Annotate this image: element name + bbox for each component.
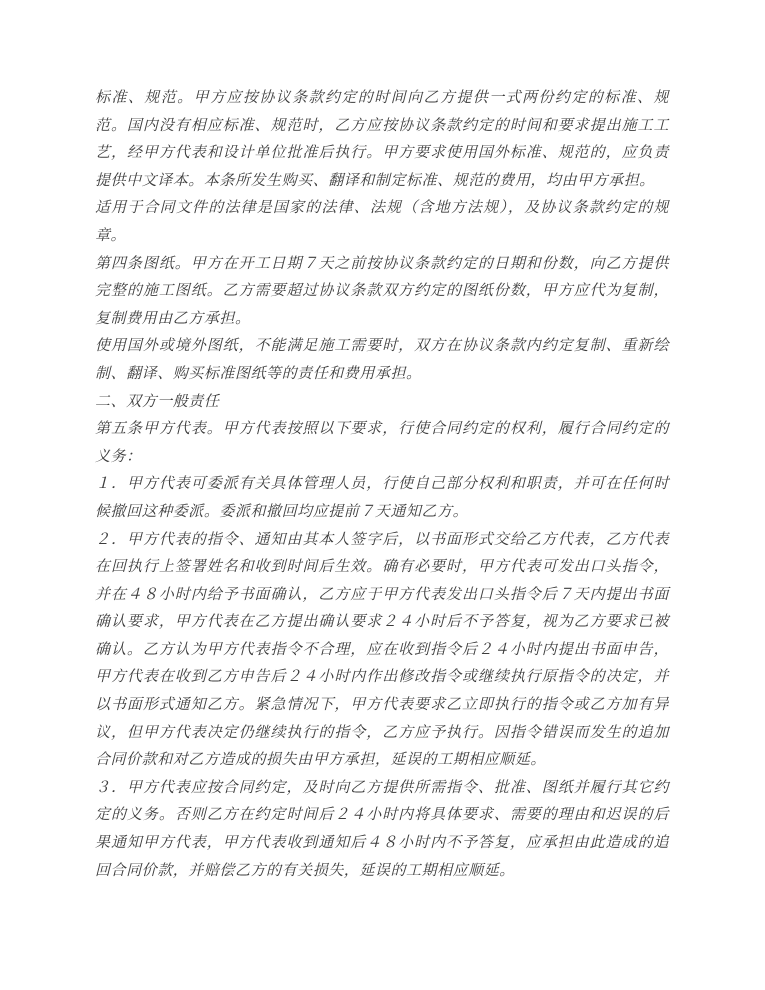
- contract-body-text: [95, 84, 669, 884]
- section-heading-general-responsibilities: 二、双方一般责任: [95, 391, 220, 410]
- list-item-1-delegation: １．甲方代表可委派有关具体管理人员，行使自己部分权利和职责，并可在任何时候撤回这种委派。委派和撤回均应提前７天通知乙方。: [95, 474, 669, 520]
- paragraph-foreign-drawings: 使用国外或境外图纸，不能满足施工需要时，双方在协议条款内约定复制、重新绘制、翻译、购买标准图纸等的责任和费用承担。: [95, 336, 669, 382]
- paragraph-standards-specs: 标准、规范。甲方应按协议条款约定的时间向乙方提供一式两份约定的标准、规范。国内没有相应标准、规范时，乙方应按协议条款约定的时间和要求提出施工工艺，经甲方代表和设计单位批准后执行。甲方要求使用国外标准、规范的，应负责提供中文译本。本条所发生购买、翻译和制定标准、规范的费用，均由甲方承担。: [95, 88, 669, 189]
- paragraph-applicable-law: 适用于合同文件的法律是国家的法律、法规（含地方法规），及协议条款约定的规章。: [95, 198, 669, 244]
- list-item-2-instructions: ２．甲方代表的指令、通知由其本人签字后，以书面形式交给乙方代表，乙方代表在回执行上签署姓名和收到时间后生效。确有必要时，甲方代表可发出口头指令，并在４８小时内给予书面确认，乙方应于甲方代表发出口头指令后７天内提出书面确认要求，甲方代表在乙方提出确认要求２４小时后不予答复，视为乙方要求已被确认。乙方认为甲方代表指令不合理，应在收到指令后２４小时内提出书面申告，甲方代表在收到乙方申告后２４小时内作出修改指令或继续执行原指令的决定，并以书面形式通知乙方。紧急情况下，甲方代表要求乙立即执行的指令或乙方加有异议，但甲方代表决定仍继续执行的指令，乙方应予执行。因指令错误而发生的追加合同价款和对乙方造成的损失由甲方承担，延误的工期相应顺延。: [95, 529, 669, 769]
- paragraph-article4-drawings: 第四条图纸。甲方在开工日期７天之前按协议条款约定的日期和份数，向乙方提供完整的施工图纸。乙方需要超过协议条款双方约定的图纸份数，甲方应代为复制，复制费用由乙方承担。: [95, 253, 669, 327]
- paragraph-article5-owner-representative: 第五条甲方代表。甲方代表按照以下要求，行使合同约定的权利，履行合同约定的义务：: [95, 419, 669, 465]
- list-item-3-timely-provision: ３．甲方代表应按合同约定，及时向乙方提供所需指令、批准、图纸并履行其它约定的义务。否则乙方在约定时间后２４小时内将具体要求、需要的理由和迟误的后果通知甲方代表，甲方代表收到通知后４８小时内不予答复，应承担由此造成的追回合同价款，并赔偿乙方的有关损失，延误的工期相应顺延。: [95, 777, 669, 879]
